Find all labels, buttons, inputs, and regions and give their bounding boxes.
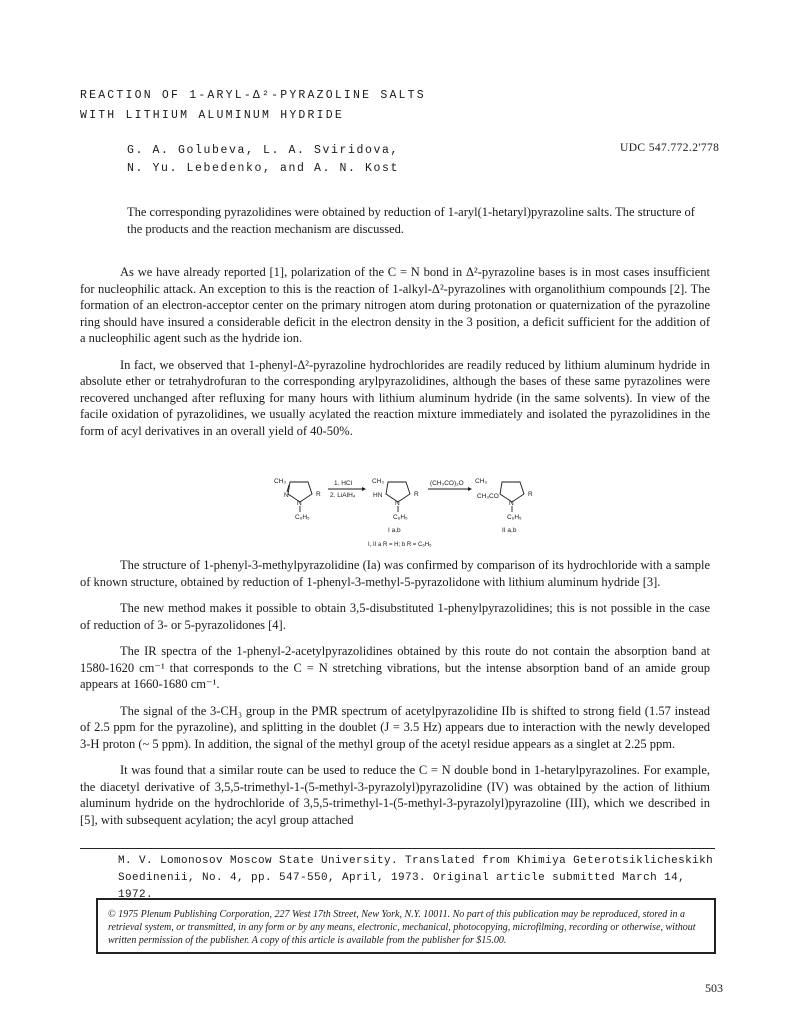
n-label: N (395, 500, 400, 507)
title-line-1: REACTION OF 1-ARYL-Δ²-PYRAZOLINE SALTS (80, 89, 426, 102)
udc-code: UDC 547.772.2'778 (620, 142, 720, 154)
footnote-divider (80, 848, 715, 849)
r-label: R (316, 491, 321, 498)
ch3-label: CH₃ (372, 478, 385, 485)
n-label: N (284, 492, 289, 499)
n-label: N (297, 500, 302, 507)
ch3co-label: CH₃CO (477, 493, 499, 500)
pyrazoline-structure (274, 478, 321, 521)
compound-label-i: I a,b (388, 527, 401, 534)
reagent-lialh4: 2. LiAlH₄ (330, 492, 356, 499)
authors-line-1: G. A. Golubeva, L. A. Sviridova, (127, 144, 400, 157)
paragraph: The new method makes it possible to obtain 3,5-disubstituted 1-phenylpyrazolidines; this is not possible in the case of reduction of 3- or 5-pyrazolidones [4]. (80, 601, 710, 632)
author-list (127, 142, 547, 178)
body-text-top (80, 264, 710, 449)
reagent-acetic-anhydride: (CH₃CO)₂O (430, 480, 464, 487)
paragraph: It was found that a similar route can be used to reduce the C = N double bond in 1-hetarylpyrazolines. For example, the diacetyl derivative of 3,5,5-trimethyl-1-(5-methyl-3-pyrazolyl)pyrazolidine (IV) was obtained by the action of lithium aluminum hydride on the hydrochloride of 3,5,5-trimethyl-1-(5-methyl-3-pyrazolyl)pyrazoline (III), which we described in [5], with subsequent acylation; the acyl group attached (80, 763, 710, 827)
article-title (80, 86, 600, 126)
page-number: 503 (705, 981, 723, 995)
r-label: R (528, 491, 533, 498)
ch3-label: CH₃ (274, 478, 287, 485)
paragraph: The structure of 1-phenyl-3-methylpyrazolidine (Ia) was confirmed by comparison of its hydrochloride with a sample of known structure, obtained by reduction of 1-phenyl-3-methyl-5-pyrazolidone with lithium aluminum hydride [3]. (80, 558, 710, 589)
pyrazolidine-structure (372, 478, 419, 534)
title-line-2: WITH LITHIUM ALUMINUM HYDRIDE (80, 109, 344, 122)
compound-label-ii: II a,b (502, 527, 517, 534)
ch3-label: CH₃ (475, 478, 488, 485)
reaction-scheme (270, 472, 570, 552)
paragraph: In fact, we observed that 1-phenyl-Δ²-pyrazoline hydrochlorides are readily reduced by lithium aluminum hydride in absolute ether or tetrahydrofuran to the corresponding arylpyrazolidines, although the bases of these same pyrazolines were recovered unchanged after refluxing for many hours with lithium aluminum hydride (in the same solvents). In view of the facile oxidation of pyrazolidines, we usually acylated the reaction mixture immediately and isolated the pyrazolidines in the form of acyl derivatives in an overall yield of 40-50%. (80, 357, 710, 438)
copyright-notice (96, 898, 716, 954)
acetylpyrazolidine-structure (475, 478, 533, 534)
scheme-legend: I, II a R = H; b R = C₆H₅ (368, 542, 432, 548)
r-label: R (414, 491, 419, 498)
c6h5-label: C₆H₅ (295, 514, 310, 521)
authors-line-2: N. Yu. Lebedenko, and A. N. Kost (127, 162, 400, 175)
reaction-arrow-2 (428, 480, 472, 491)
reaction-arrow-1 (328, 480, 366, 499)
body-text-bottom (80, 557, 710, 838)
n-label: N (509, 500, 514, 507)
reagent-hcl: 1. HCl (334, 480, 353, 487)
paragraph: The IR spectra of the 1-phenyl-2-acetylpyrazolidines obtained by this route do not contain the absorption band at 1580-1620 cm⁻¹ that corresponds to the C = N stretching vibrations, but the intense absorption band of an amide group appears at 1660-1680 cm⁻¹. (80, 644, 710, 691)
paragraph: As we have already reported [1], polarization of the C = N bond in Δ²-pyrazoline bases is in most cases insufficient for nucleophilic attack. An exception to this is the reaction of 1-alkyl-Δ²-pyrazolines with organolithium compounds [2]. The formation of an electron-acceptor center on the primary nitrogen atom during protonation or quaternization of the pyrazoline ring should have insured a considerable deficit in the electron density in the 3 position, a deficit sufficient for the addition of a nucleophilic agent such as the hydride ion. (80, 265, 710, 345)
c6h5-label: C₆H₅ (393, 514, 408, 521)
paragraph: The signal of the 3-CH₃ group in the PMR spectrum of acetylpyrazolidine IIb is shifted to strong field (1.57 instead of 2.5 ppm for the pyrazoline), and splitting in the doublet (J = 3.5 Hz) appears due to interaction with the newly developed 3-H proton (~ 5 ppm). In addition, the signal of the methyl group of the acetyl residue appears as a singlet at 2.25 ppm. (80, 703, 710, 751)
hn-label: HN (373, 492, 383, 499)
abstract: The corresponding pyrazolidines were obtained by reduction of 1-aryl(1-hetaryl)pyrazoline salts. The structure of the products and the reaction mechanism are discussed. (127, 205, 695, 236)
affiliation-footnote: M. V. Lomonosov Moscow State University. Translated from Khimiya Geterotsiklicheskikh Soedinenii, No. 4, pp. 547-550, April, 1973. Original article submitted March 14, 1972. (118, 855, 714, 901)
copyright-text: © 1975 Plenum Publishing Corporation, 227 West 17th Street, New York, N.Y. 10011. No part of this publication may be reproduced, stored in a retrieval system, or transmitted, in any form or by any means, electronic, mechanical, photocopying, microfilming, recording or otherwise, without written permission of the publisher. A copy of this article is available from the publisher for $15.00. (108, 909, 696, 946)
c6h5-label: C₆H₅ (507, 514, 522, 521)
